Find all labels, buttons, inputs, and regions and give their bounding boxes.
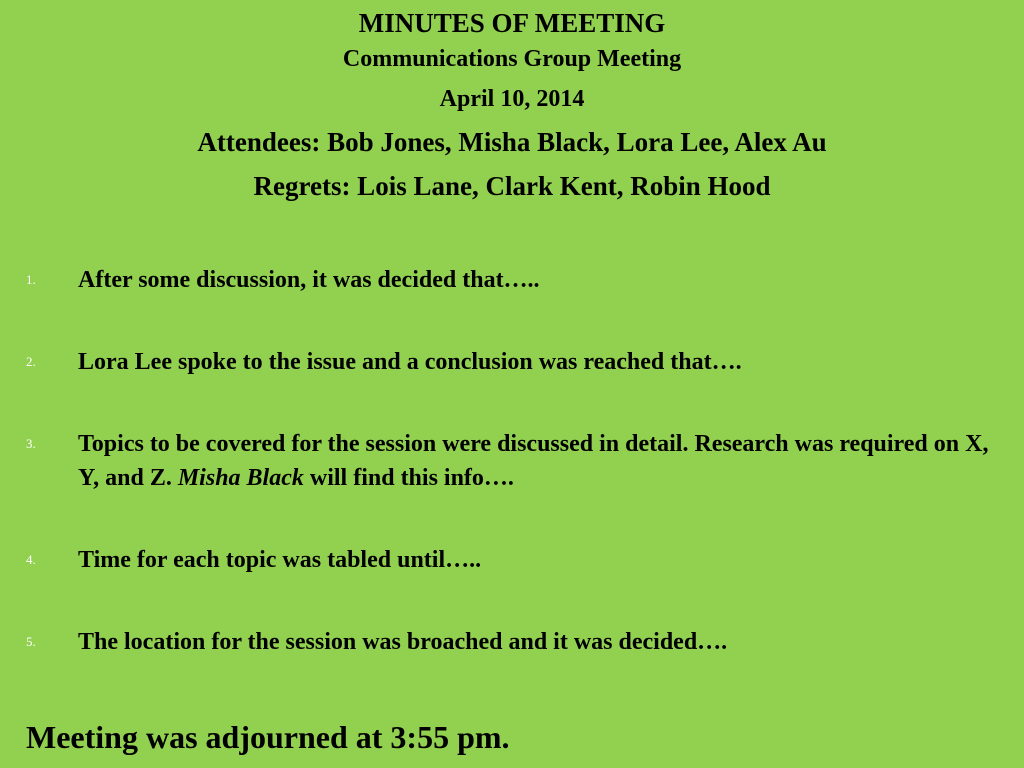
item-text-part: Topics to be covered for the session were discussed in detail. Research was required on X, Y, and Z. bbox=[78, 431, 989, 491]
item-number: 1. bbox=[26, 272, 36, 287]
item-italic-name: Misha Black bbox=[177, 465, 304, 491]
minutes-header bbox=[0, 6, 1024, 208]
item-text: After some discussion, it was decided that….. bbox=[78, 267, 540, 293]
item-text bbox=[78, 427, 1008, 495]
meeting-name: Communications Group Meeting bbox=[342, 46, 682, 72]
item-text-part: will find this info…. bbox=[303, 465, 514, 491]
regrets-line: Regrets: Lois Lane, Clark Kent, Robin Hood bbox=[253, 171, 771, 201]
item-text: The location for the session was broached and it was decided…. bbox=[78, 629, 728, 655]
item-number: 2. bbox=[26, 354, 36, 369]
item-number: 4. bbox=[26, 552, 36, 567]
attendees-line: Attendees: Bob Jones, Misha Black, Lora Lee, Alex Au bbox=[197, 127, 827, 157]
item-number: 5. bbox=[26, 634, 36, 649]
item-text: Lora Lee spoke to the issue and a conclusion was reached that…. bbox=[78, 349, 742, 375]
item-text: Time for each topic was tabled until….. bbox=[78, 547, 482, 573]
adjourned-statement: Meeting was adjourned at 3:55 pm. bbox=[26, 719, 510, 755]
document-title: MINUTES OF MEETING bbox=[358, 8, 666, 38]
meeting-date: April 10, 2014 bbox=[439, 86, 585, 112]
item-number: 3. bbox=[26, 436, 36, 451]
